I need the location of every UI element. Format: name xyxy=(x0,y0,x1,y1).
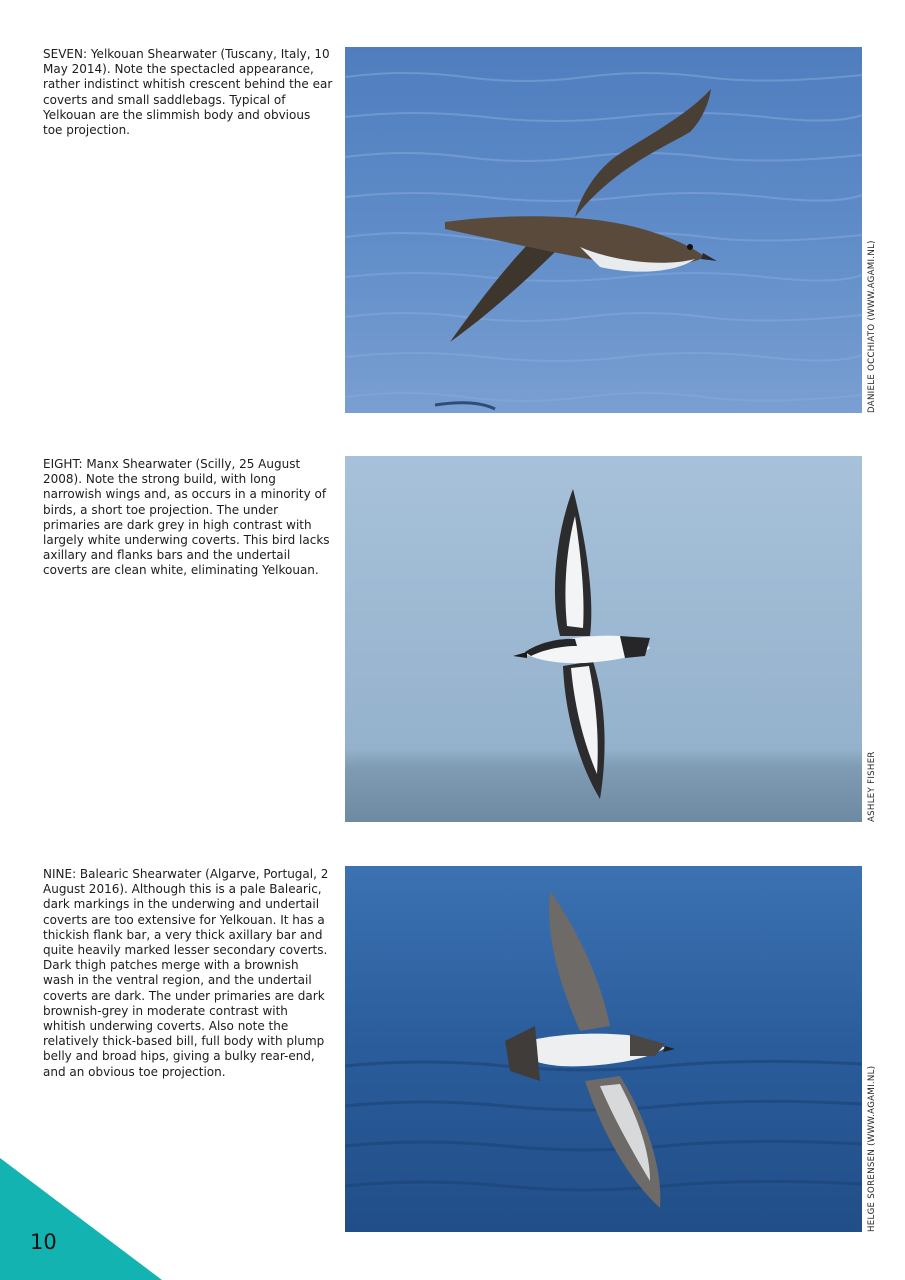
photo-credit-eight: ASHLEY FISHER xyxy=(867,751,877,822)
caption-nine: NINE: Balearic Shearwater (Algarve, Portugal, 2 August 2016). Although this is a pale Balearic, dark markings in the underwing and undertail coverts are too extensive for Yelkouan. It has a thickish flank bar, a very thick axillary bar and quite heavily marked lesser secondary coverts. Dark thigh patches merge with a brownish wash in the ventral region, and the undertail coverts are dark. The under primaries are dark brownish-grey in moderate contrast with whitish underwing coverts. Also note the relatively thick-based bill, full body with plump belly and broad hips, giving a bulky rear-end, and an obvious toe projection. xyxy=(43,867,329,1079)
page-number: 10 xyxy=(30,1230,57,1254)
caption-eight: EIGHT: Manx Shearwater (Scilly, 25 August 2008). Note the strong build, with long narrowish wings and, as occurs in a minority of birds, a short toe projection. The under primaries are dark grey in high contrast with largely white underwing coverts. This bird lacks axillary and flanks bars and the undertail coverts are clean white, eliminating Yelkouan. xyxy=(43,457,330,578)
balearic-photo-image xyxy=(345,866,862,1232)
corner-accent-triangle xyxy=(0,1158,162,1280)
manx-photo-image xyxy=(345,456,862,822)
photo-manx-shearwater xyxy=(345,456,862,822)
caption-seven: SEVEN: Yelkouan Shearwater (Tuscany, Italy, 10 May 2014). Note the spectacled appearance, rather indistinct whitish crescent behind the ear coverts and small saddlebags. Typical of Yelkouan are the slimmish body and obvious toe projection. xyxy=(43,47,333,138)
yelkouan-photo-image xyxy=(345,47,862,413)
photo-credit-seven: DANIELE OCCHIATO (WWW.AGAMI.NL) xyxy=(867,240,877,413)
photo-balearic-shearwater xyxy=(345,866,862,1232)
photo-credit-nine: HELGE SORENSEN (WWW.AGAMI.NL) xyxy=(867,1065,877,1232)
photo-yelkouan-shearwater xyxy=(345,47,862,413)
